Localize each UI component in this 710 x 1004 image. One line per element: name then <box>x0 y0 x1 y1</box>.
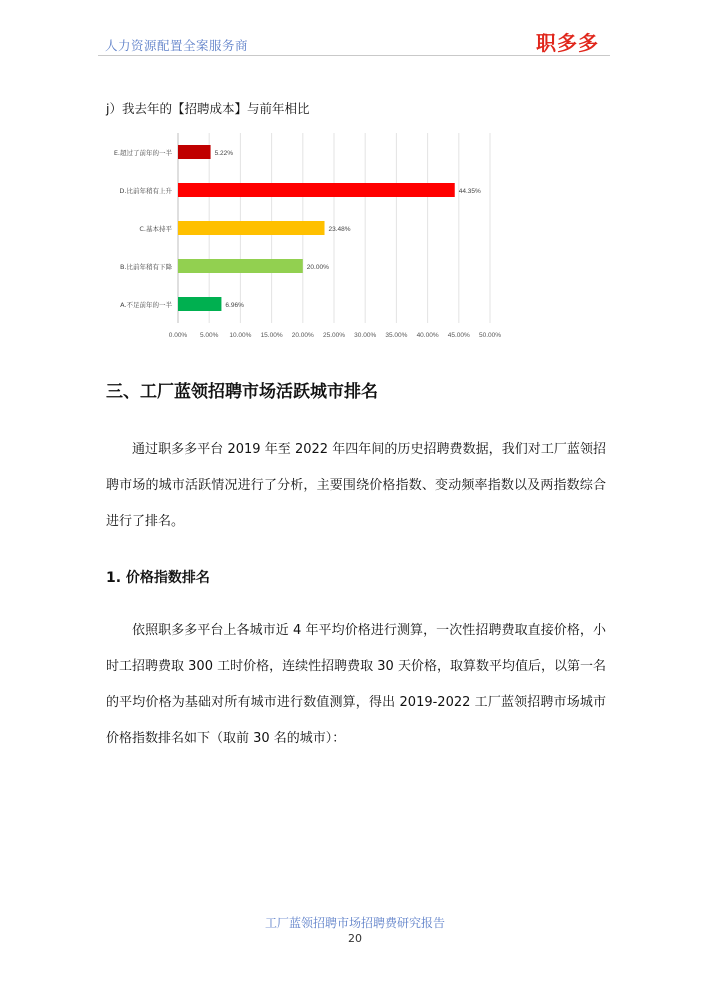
data-label: 20.00% <box>306 264 329 271</box>
section-intro-paragraph: 通过职多多平台 2019 年至 2022 年四年间的历史招聘费数据，我们对工厂蓝领招聘市场的城市活跃情况进行了分析，主要围绕价格指数、变动频率指数以及两指数综合进行了排名。 <box>106 442 606 529</box>
bar <box>178 145 211 159</box>
y-category-label: A.不足前年的一半 <box>120 301 172 309</box>
bar <box>178 259 303 273</box>
x-tick-label: 20.00% <box>291 332 314 339</box>
y-category-label: D.比前年稍有上升 <box>119 187 172 195</box>
header-divider <box>98 55 610 56</box>
page-number: 20 <box>348 932 362 945</box>
subsection-body-paragraph: 依照职多多平台上各城市近 4 年平均价格进行测算，一次性招聘费取直接价格，小时工招聘费取 300 工时价格，连续性招聘费取 30 天价格，取算数平均值后，以第一名的平均价格为基础对所有城市进行数值测算，得出 2019-2022 工厂蓝领招聘市场城市价格指数排名如下（取前 30 名的城市）： <box>106 623 606 746</box>
x-tick-label: 5.00% <box>199 332 219 339</box>
x-tick-label: 25.00% <box>322 332 346 339</box>
x-tick-label: 45.00% <box>447 332 470 339</box>
section-heading: 三、工厂蓝领招聘市场活跃城市排名 <box>106 382 378 402</box>
bar-chart <box>98 128 518 343</box>
y-category-label: B.比前年稍有下降 <box>119 263 172 271</box>
y-category-label: E.超过了前年的一半 <box>113 149 172 157</box>
x-tick-label: 10.00% <box>229 332 252 339</box>
bar <box>178 297 221 311</box>
x-tick-label: 50.00% <box>478 332 502 339</box>
x-tick-label: 0.00% <box>168 332 188 339</box>
x-tick-label: 15.00% <box>260 332 283 339</box>
header-slogan: 人力资源配置全案服务商 <box>105 38 249 53</box>
x-tick-label: 40.00% <box>416 332 439 339</box>
brand-logo: 职多多 <box>536 31 599 55</box>
data-label: 6.96% <box>225 302 244 309</box>
y-category-label: C.基本持平 <box>139 225 172 233</box>
footer-title: 工厂蓝领招聘市场招聘费研究报告 <box>264 916 445 930</box>
bar <box>178 221 325 235</box>
x-tick-label: 35.00% <box>385 332 408 339</box>
data-label: 23.48% <box>328 226 351 233</box>
data-label: 5.22% <box>214 150 234 157</box>
x-tick-label: 30.00% <box>354 332 377 339</box>
bar <box>178 183 455 197</box>
subsection-heading: 1. 价格指数排名 <box>106 570 210 586</box>
chart-caption: j）我去年的【招聘成本】与前年相比 <box>106 101 310 116</box>
data-label: 44.35% <box>458 188 481 195</box>
